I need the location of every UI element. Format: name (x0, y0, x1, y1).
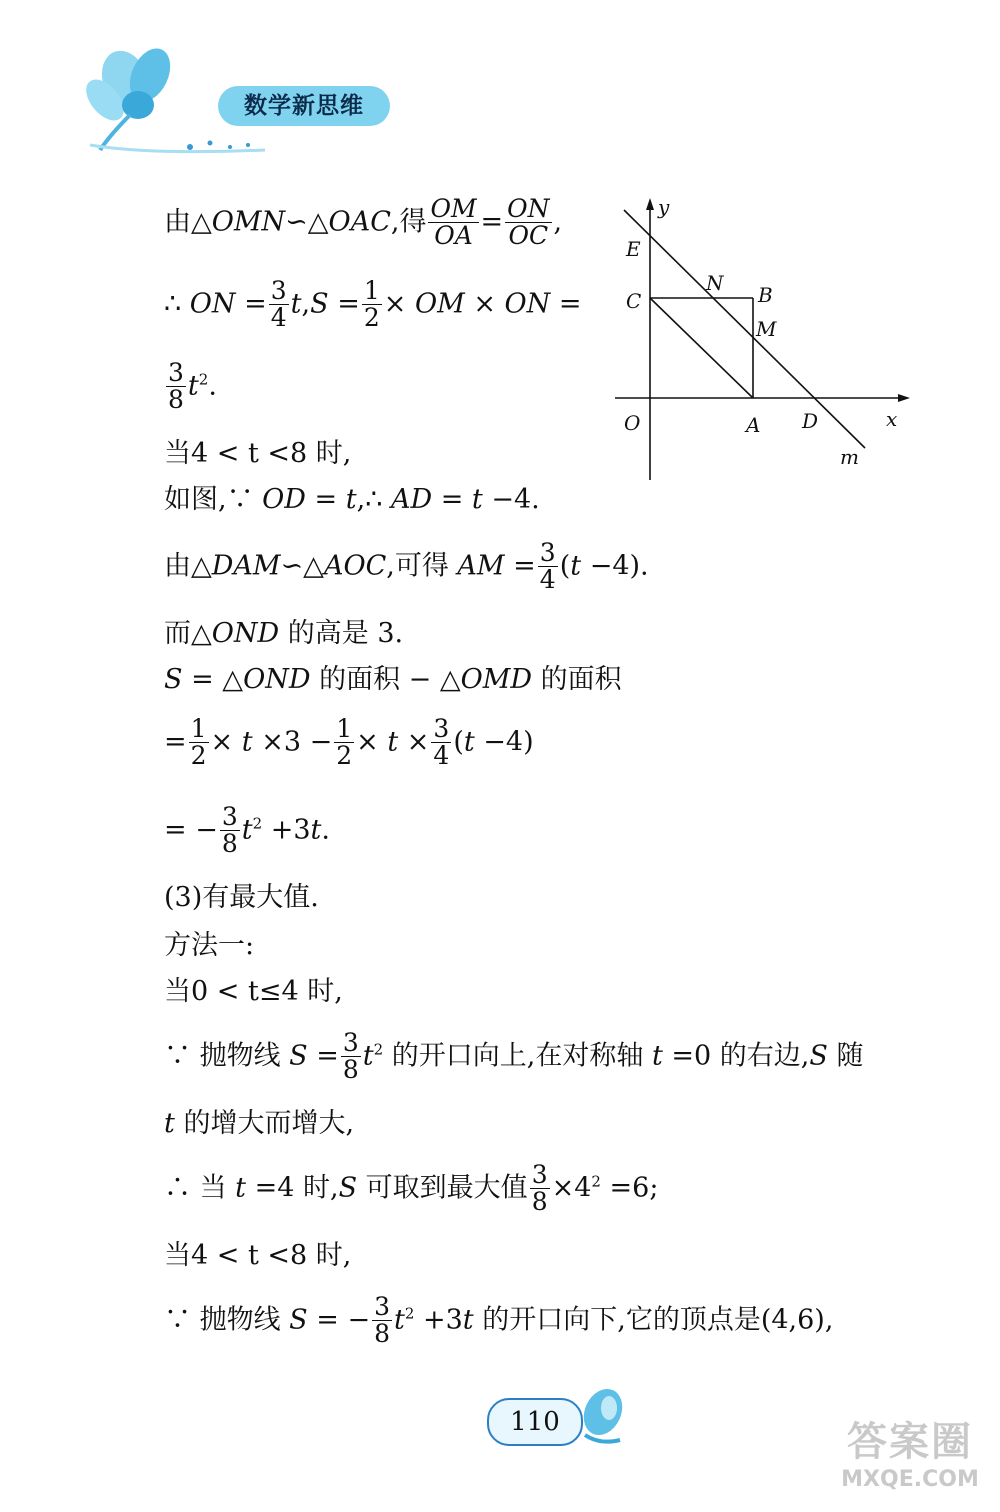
label-D: D (802, 409, 819, 433)
page-number: 110 (487, 1398, 583, 1446)
book-title-badge: 数学新思维 (218, 86, 390, 126)
text-line: 当4 < t <8 时, (164, 1240, 352, 1271)
text-line: ∵ 抛物线 S = − $\frac{3}{8}$ $t^2 +3t$ 的开口向下,它的顶点是(4,6), (164, 1292, 834, 1349)
label-x: x (886, 407, 898, 431)
fraction: $\frac{3}{4}$ (539, 538, 556, 595)
fraction: $\frac{3}{4}$ (270, 276, 287, 333)
x-axis-arrow-icon (898, 394, 910, 402)
label-y: y (658, 195, 670, 219)
line-m (624, 210, 865, 448)
water-drop-icon (575, 1380, 635, 1450)
text-line: 由△DAM∽△AOC,可得 AM = $\frac{3}{4}$ (t −4). (164, 538, 649, 595)
text-line: $\frac{3}{8}$ $t^2$. (168, 358, 217, 415)
fraction: $\frac{3}{8}$ (374, 1292, 390, 1349)
geometry-figure (610, 190, 920, 490)
fraction: $\frac{1}{2}$ (190, 714, 207, 771)
y-axis-arrow-icon (646, 198, 654, 210)
text-line: ∴ ON = $\frac{3}{4}$ t,S = $\frac{1}{2}$ × OM × ON = (164, 276, 582, 333)
text-line: 而△OND 的高是 3. (164, 618, 404, 649)
diagonal-ca (650, 298, 753, 398)
text-line: t 的增大而增大, (164, 1108, 355, 1139)
text-line: 当0 < t≤4 时, (164, 976, 343, 1007)
text-line: 由△OMN∽△OAC,得 $\frac{OM}{OA}$ = $\frac{ON}{OC}$ , (164, 194, 563, 251)
text-line: ∵ 抛物线 S = $\frac{3}{8}$ $t^2$ 的开口向上,在对称轴 t =0 的右边,S 随 (164, 1028, 864, 1085)
fraction: $\frac{3}{8}$ (168, 358, 184, 415)
fraction: $\frac{1}{2}$ (363, 276, 380, 333)
label-C: C (626, 289, 642, 313)
fraction: $\frac{3}{8}$ (342, 1028, 359, 1085)
text-line: 方法一: (164, 930, 255, 961)
watermark: 答案圈 MXQE.COM (841, 1419, 979, 1492)
label-N: N (706, 271, 724, 295)
label-A: A (746, 413, 761, 437)
text-line: (3)有最大值. (164, 882, 319, 913)
fraction: $\frac{3}{4}$ (433, 714, 450, 771)
text-line: S = △OND 的面积 − △OMD 的面积 (164, 664, 622, 695)
label-m: m (840, 445, 859, 469)
fraction: $\frac{1}{2}$ (336, 714, 353, 771)
fraction: $\frac{ON}{OC}$ (507, 194, 550, 251)
text-line: = $\frac{1}{2}$ × t ×3 − $\frac{1}{2}$ × t × $\frac{3}{4}$ (t −4) (164, 714, 534, 771)
label-M: M (756, 317, 777, 341)
fraction: $\frac{OM}{OA}$ (430, 194, 477, 251)
text-line: 如图,∵ OD = t,∴ AD = t −4. (164, 484, 540, 515)
fraction: $\frac{3}{8}$ (531, 1160, 548, 1217)
text-line: 当4 < t <8 时, (164, 438, 352, 469)
text-line: ∴ 当 t =4 时,S 可取到最大值 $\frac{3}{8}$ $\times 4^2 =6$; (164, 1160, 659, 1217)
text-line: = − $\frac{3}{8}$ $t^2 +3t$. (164, 802, 330, 859)
label-E: E (626, 237, 641, 261)
fraction: $\frac{3}{8}$ (221, 802, 238, 859)
label-O: O (624, 411, 641, 435)
label-B: B (758, 283, 773, 307)
